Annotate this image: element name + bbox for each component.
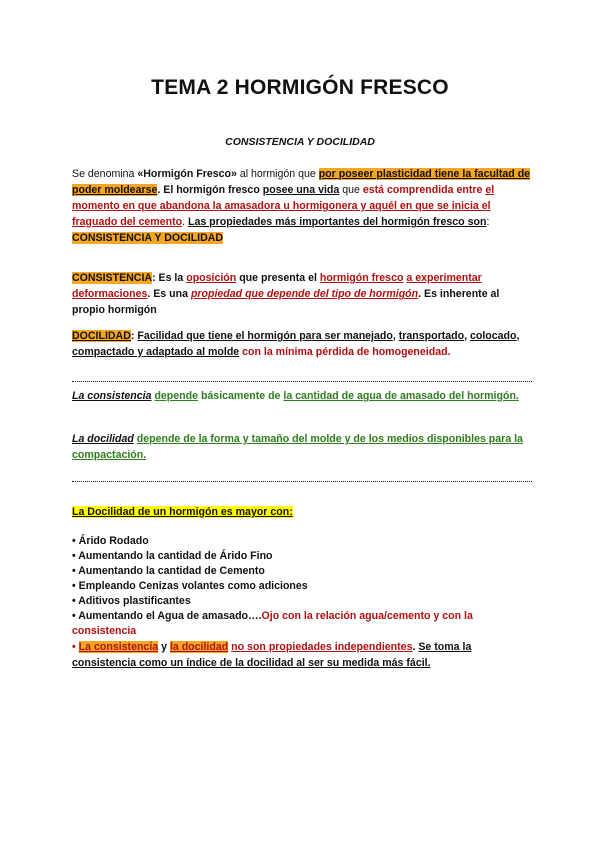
intro-paragraph bbox=[72, 166, 534, 246]
docilidad-underline: transportado bbox=[398, 330, 465, 342]
list-item: • La consistencia y la docilidad no son propiedades independientes. Se toma la consistencia como un índice de la docilidad al ser su medida más fácil. bbox=[72, 641, 472, 669]
consistencia-red: a experimentar deformaciones bbox=[72, 272, 482, 300]
intro-key-properties: CONSISTENCIA Y DOCILIDAD bbox=[72, 232, 224, 244]
intro-text: Se denomina bbox=[72, 168, 138, 180]
docilidad-text: : bbox=[130, 330, 138, 342]
docilidad-underline: colocado bbox=[469, 330, 517, 342]
list-item: • Árido Rodado bbox=[72, 535, 149, 547]
consistencia-paragraph bbox=[72, 270, 534, 318]
intro-text: . bbox=[182, 216, 188, 228]
list-red-underline: no son propiedades independientes bbox=[231, 641, 413, 653]
docilidad-underline: compactado y adaptado al molde bbox=[72, 346, 240, 358]
page-title: TEMA 2 HORMIGÓN FRESCO bbox=[151, 76, 449, 99]
intro-properties: Las propiedades más importantes del hormigón fresco son bbox=[187, 216, 487, 228]
intro-underline: posee una vida bbox=[262, 184, 340, 196]
consistencia-text: . Es inherente al propio hormigón bbox=[72, 288, 500, 316]
list-highlight: la docilidad bbox=[169, 641, 229, 653]
consistencia-red-italic: propiedad que depende del tipo de hormigón bbox=[190, 288, 419, 300]
docilidad-label: DOCILIDAD bbox=[72, 330, 131, 342]
list-item: • Aumentando la cantidad de Árido Fino bbox=[72, 550, 273, 562]
list-heading: La Docilidad de un hormigón es mayor con: bbox=[72, 506, 293, 518]
bullet-icon: • bbox=[72, 580, 76, 592]
intro-highlight: por poseer plasticidad tiene la facultad de poder moldearse bbox=[72, 168, 531, 196]
intro-text: al hormigón que bbox=[236, 168, 319, 180]
consistencia-text: : Es la bbox=[152, 272, 187, 284]
docilidad-factors-list bbox=[72, 534, 534, 671]
consistencia-red: hormigón fresco bbox=[319, 272, 404, 284]
consistencia-text: que presenta el bbox=[236, 272, 320, 284]
bullet-icon: • bbox=[72, 535, 76, 547]
note-term: La consistencia bbox=[72, 390, 152, 402]
list-item: • Aumentando el Agua de amasado….Ojo con la relación agua/cemento y con la consistencia bbox=[72, 610, 473, 637]
list-item: • Aditivos plastificantes bbox=[72, 595, 191, 607]
docilidad-text: , bbox=[464, 330, 470, 342]
dotted-divider bbox=[72, 381, 532, 382]
intro-text: que bbox=[339, 184, 363, 196]
docilidad-underline: Facilidad que tiene el hormigón para ser manejado bbox=[137, 330, 393, 342]
note-green-underline: depende de la forma y tamaño del molde y de los medios disponibles para la compactación. bbox=[72, 433, 523, 461]
note-green: depende bbox=[154, 390, 198, 402]
bullet-icon: • bbox=[72, 610, 76, 622]
docilidad-red: con la mínima pérdida de homogeneidad. bbox=[239, 346, 451, 358]
list-heading-paragraph bbox=[72, 504, 534, 520]
consistencia-label: CONSISTENCIA bbox=[72, 272, 153, 284]
list-underline: Se toma la consistencia como un índice de la docilidad al ser su medida más fácil. bbox=[72, 641, 472, 669]
note-green: básicamente de bbox=[198, 390, 284, 402]
consistencia-note bbox=[72, 388, 534, 404]
bullet-icon: • bbox=[72, 550, 76, 562]
intro-red: está comprendida entre bbox=[362, 184, 486, 196]
intro-red-underline: el momento en que abandona la amasadora u hormigonera y aquél en que se inicia el fraguado del cemento bbox=[72, 184, 495, 228]
docilidad-note bbox=[72, 431, 534, 463]
docilidad-text: , bbox=[516, 330, 520, 342]
bullet-icon: • bbox=[72, 595, 76, 607]
warning-text: Ojo con la relación agua/cemento y con la consistencia bbox=[72, 610, 473, 637]
bullet-icon: • bbox=[72, 641, 76, 653]
bullet-icon: • bbox=[72, 565, 76, 577]
intro-term: «Hormigón Fresco» bbox=[137, 168, 237, 180]
list-item: • Aumentando la cantidad de Cemento bbox=[72, 565, 265, 577]
list-item: • Empleando Cenizas volantes como adiciones bbox=[72, 580, 308, 592]
consistencia-red: oposición bbox=[186, 272, 237, 284]
intro-text: : bbox=[486, 216, 490, 228]
note-term: La docilidad bbox=[72, 433, 134, 445]
dotted-divider bbox=[72, 481, 532, 482]
list-highlight: La consistencia bbox=[78, 641, 159, 653]
intro-text: . El hormigón fresco bbox=[157, 184, 263, 196]
docilidad-text: , bbox=[392, 330, 399, 342]
section-subtitle: CONSISTENCIA Y DOCILIDAD bbox=[225, 136, 375, 148]
docilidad-paragraph bbox=[72, 328, 534, 360]
note-green-underline: la cantidad de agua de amasado del hormigón. bbox=[283, 390, 519, 402]
consistencia-text: . Es una bbox=[147, 288, 191, 300]
